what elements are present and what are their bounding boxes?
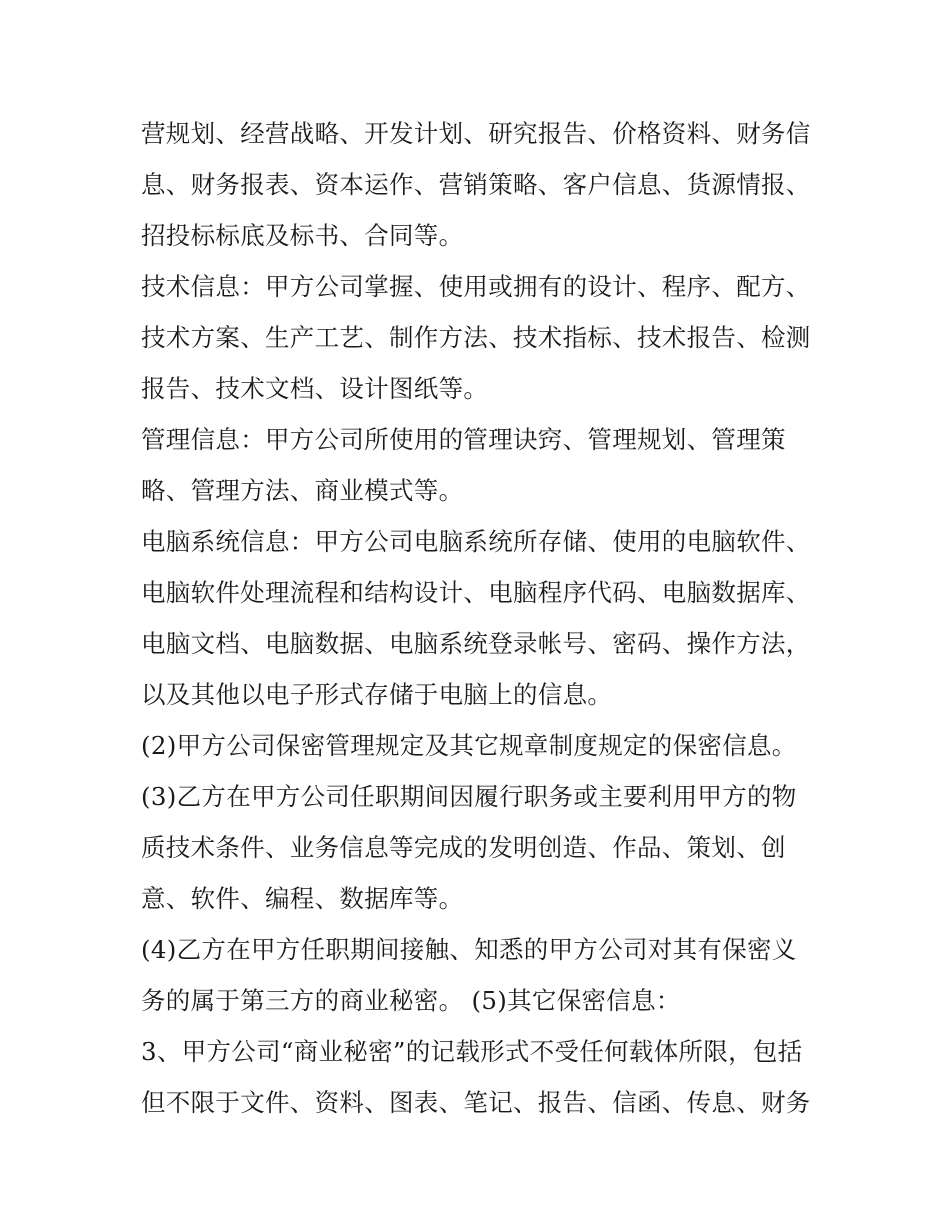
document-body — [141, 108, 821, 1128]
text-line: 息、财务报表、资本运作、营销策略、客户信息、货源情报、 — [141, 170, 811, 199]
text-line: 3、甲方公司“商业秘密”的记载形式不受任何载体所限，包括 — [141, 1037, 803, 1066]
text-line: 但不限于文件、资料、图表、笔记、报告、信函、传息、财务 — [141, 1088, 811, 1117]
text-line: 质技术条件、业务信息等完成的发明创造、作品、策划、创 — [141, 833, 786, 862]
text-line: 技术方案、生产工艺、制作方法、技术指标、技术报告、检测 — [141, 323, 811, 352]
text-line: 略、管理方法、商业模式等。 — [141, 476, 464, 505]
text-line: 电脑文档、电脑数据、电脑系统登录帐号、密码、操作方法， — [141, 629, 811, 658]
text-line: 招投标标底及标书、合同等。 — [141, 221, 464, 250]
text-line: 意、软件、编程、数据库等。 — [141, 884, 464, 913]
text-line: (3)乙方在甲方公司任职期间因履行职务或主要利用甲方的物 — [141, 782, 797, 811]
text-line: (2)甲方公司保密管理规定及其它规章制度规定的保密信息。 — [141, 731, 797, 760]
text-line: 营规划、经营战略、开发计划、研究报告、价格资料、财务信 — [141, 119, 811, 148]
text-line: 报告、技术文档、设计图纸等。 — [141, 374, 489, 403]
text-line: 电脑系统信息：甲方公司电脑系统所存储、使用的电脑软件、 — [141, 527, 811, 556]
text-line: (4)乙方在甲方任职期间接触、知悉的甲方公司对其有保密义 — [141, 935, 797, 964]
text-line: 管理信息：甲方公司所使用的管理诀窍、管理规划、管理策 — [141, 425, 786, 454]
text-line: 电脑软件处理流程和结构设计、电脑程序代码、电脑数据库、 — [141, 578, 811, 607]
text-line: 以及其他以电子形式存储于电脑上的信息。 — [141, 680, 613, 709]
text-line: 务的属于第三方的商业秘密。 (5)其它保密信息： — [141, 986, 681, 1015]
text-line: 技术信息：甲方公司掌握、使用或拥有的设计、程序、配方、 — [141, 272, 811, 301]
